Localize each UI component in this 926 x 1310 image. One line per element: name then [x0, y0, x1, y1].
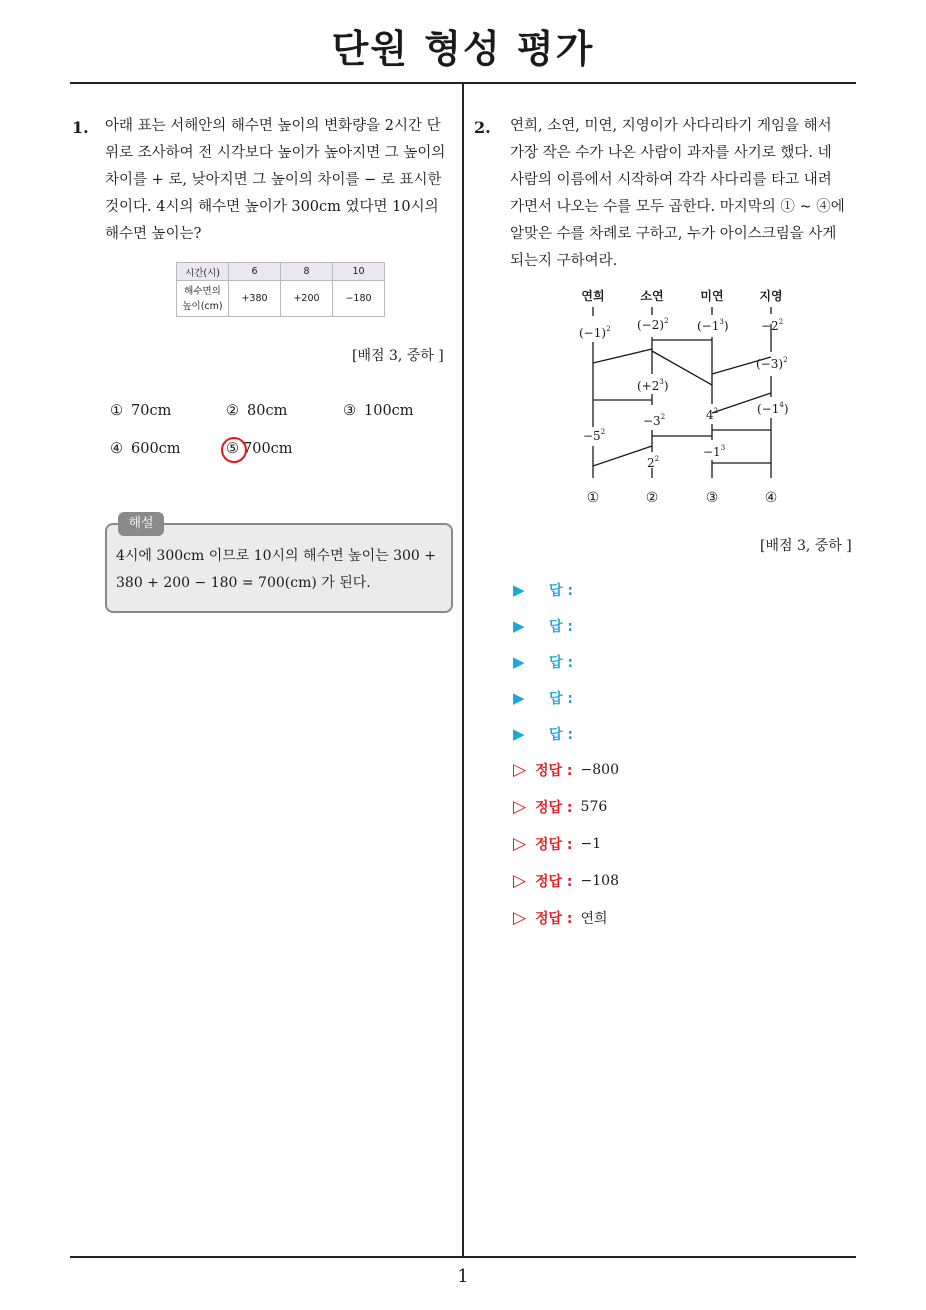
ladder-label: $(-1^3)$ [697, 318, 729, 333]
correct-label: 정답 : [535, 763, 573, 779]
ladder-label: $-5^2$ [583, 428, 606, 443]
table-row-label-line: 해수면의 [184, 285, 221, 297]
ladder-label: $(-2)^2$ [637, 317, 669, 332]
answer-blank-5[interactable] [513, 724, 573, 744]
choice-text: 600cm [131, 441, 181, 457]
question-2-line: 가장 작은 수가 나온 사람이 과자를 사기로 했다. 네 [510, 145, 832, 161]
ladder-label: $-3^2$ [643, 413, 666, 428]
choice-3[interactable] [343, 403, 414, 419]
question-1-line: 위로 조사하여 전 시각보다 높이가 높아지면 그 높이의 [105, 145, 446, 161]
ladder-label: $-2^2$ [761, 318, 784, 333]
table-row-label [177, 281, 229, 317]
choice-text: 700cm [243, 441, 293, 457]
question-1-line: 해수면 높이는? [105, 226, 202, 242]
answer-blank-3[interactable] [513, 652, 573, 672]
answer-label: 답 : [549, 619, 573, 635]
answer-label: 답 : [549, 727, 573, 743]
choice-text: 80cm [247, 403, 288, 419]
choice-mark: ② [226, 403, 239, 419]
correct-label: 정답 : [535, 837, 573, 853]
choice-mark: ③ [343, 403, 356, 419]
ladder-diagram [572, 282, 812, 514]
correct-answer-5 [513, 908, 608, 928]
correct-value: −1 [580, 836, 602, 852]
question-1-line: 차이를 + 로, 낮아지면 그 높이의 차이를 − 로 표시한 [105, 172, 442, 188]
ladder-bottom-mark: ② [645, 490, 659, 506]
answer-label: 답 : [549, 583, 573, 599]
ladder-name: 미연 [700, 289, 724, 303]
table-header-cell: 6 [229, 263, 281, 281]
correct-value: 연희 [580, 911, 608, 927]
choice-2[interactable] [226, 403, 287, 419]
ladder-bottom-mark: ④ [764, 490, 778, 506]
ladder-label: $2^2$ [647, 455, 660, 470]
question-2-line: 연희, 소연, 미연, 지영이가 사다리타기 게임을 해서 [510, 118, 832, 134]
ladder-label: $(-3)^2$ [756, 356, 788, 371]
question-2-line: 사람의 이름에서 시작하여 각각 사다리를 타고 내려 [510, 172, 832, 188]
ladder-label: $(-1)^2$ [579, 325, 611, 340]
question-1-score: [배점 3, 중하 ] [352, 348, 444, 364]
outline-arrow-icon: ▷ [513, 908, 527, 928]
answer-label: 답 : [549, 691, 573, 707]
bottom-divider [70, 1256, 856, 1258]
solution-tag: 해설 [118, 512, 164, 536]
choice-4[interactable] [110, 441, 181, 457]
question-1-number: 1. [72, 118, 89, 137]
ladder-rails [593, 307, 771, 478]
correct-value: −800 [580, 762, 619, 778]
correct-answer-1 [513, 760, 619, 780]
table-cell: +200 [281, 281, 333, 317]
question-1-text [105, 113, 445, 248]
table-header-cell: 8 [281, 263, 333, 281]
outline-arrow-icon: ▷ [513, 797, 527, 817]
table-cell: +380 [229, 281, 281, 317]
outline-arrow-icon: ▷ [513, 834, 527, 854]
play-arrow-icon: ▶ [513, 653, 525, 671]
table-row-label-line: 높이(cm) [182, 300, 223, 312]
answer-blank-2[interactable] [513, 616, 573, 636]
correct-label: 정답 : [535, 874, 573, 890]
ladder-name: 연희 [581, 289, 605, 303]
ladder-bottom-mark: ① [586, 490, 600, 506]
question-2-line: 가면서 나오는 수를 모두 곱한다. 마지막의 ① ~ ④에 [510, 199, 845, 215]
choice-text: 100cm [364, 403, 414, 419]
ladder-label: $-1^3$ [703, 444, 726, 459]
choice-mark: ① [110, 403, 123, 419]
answer-blank-4[interactable] [513, 688, 573, 708]
ladder-label: $4^2$ [706, 407, 719, 422]
choice-mark: ⑤ [226, 441, 239, 457]
table-header-cell: 10 [333, 263, 385, 281]
correct-value: −108 [580, 873, 619, 889]
solution-text [116, 543, 436, 597]
correct-answer-3 [513, 834, 601, 854]
play-arrow-icon: ▶ [513, 581, 525, 599]
choice-1[interactable] [110, 403, 171, 419]
ladder-name: 소연 [640, 289, 664, 303]
ladder-name: 지영 [759, 289, 783, 303]
outline-arrow-icon: ▷ [513, 760, 527, 780]
correct-label: 정답 : [535, 800, 573, 816]
ladder-bottom-mark: ③ [705, 490, 719, 506]
page-number: 1 [457, 1266, 469, 1287]
sea-level-table [176, 262, 385, 317]
question-2-text [510, 113, 845, 275]
solution-line: 380 + 200 − 180 = 700(cm) 가 된다. [116, 575, 371, 591]
choice-mark: ④ [110, 441, 123, 457]
question-2-number: 2. [474, 118, 491, 137]
correct-label: 정답 : [535, 911, 573, 927]
answer-label: 답 : [549, 655, 573, 671]
column-divider [462, 83, 464, 1257]
question-2-line: 되는지 구하여라. [510, 253, 618, 269]
correct-answer-4 [513, 871, 619, 891]
correct-value: 576 [580, 799, 608, 815]
answer-blank-1[interactable] [513, 580, 573, 600]
correct-answer-2 [513, 797, 607, 817]
table-cell: −180 [333, 281, 385, 317]
play-arrow-icon: ▶ [513, 689, 525, 707]
solution-line: 4시에 300cm 이므로 10시의 해수면 높이는 300 + [116, 548, 436, 564]
question-1-line: 아래 표는 서해안의 해수면 높이의 변화량을 2시간 단 [105, 118, 441, 134]
outline-arrow-icon: ▷ [513, 871, 527, 891]
table-header-cell: 시간(시) [177, 263, 229, 281]
question-2-line: 알맞은 수를 차례로 구하고, 누가 아이스크림을 사게 [510, 226, 837, 242]
ladder-label: $(+2^3)$ [637, 378, 669, 393]
ladder-label: $(-1^4)$ [757, 401, 789, 416]
page-title: 단원 형성 평가 [331, 27, 595, 71]
question-2-score: [배점 3, 중하 ] [760, 538, 852, 554]
selected-answer-circle [221, 437, 247, 463]
play-arrow-icon: ▶ [513, 617, 525, 635]
choice-text: 70cm [131, 403, 172, 419]
play-arrow-icon: ▶ [513, 725, 525, 743]
question-1-line: 것이다. 4시의 해수면 높이가 300cm 였다면 10시의 [105, 199, 439, 215]
